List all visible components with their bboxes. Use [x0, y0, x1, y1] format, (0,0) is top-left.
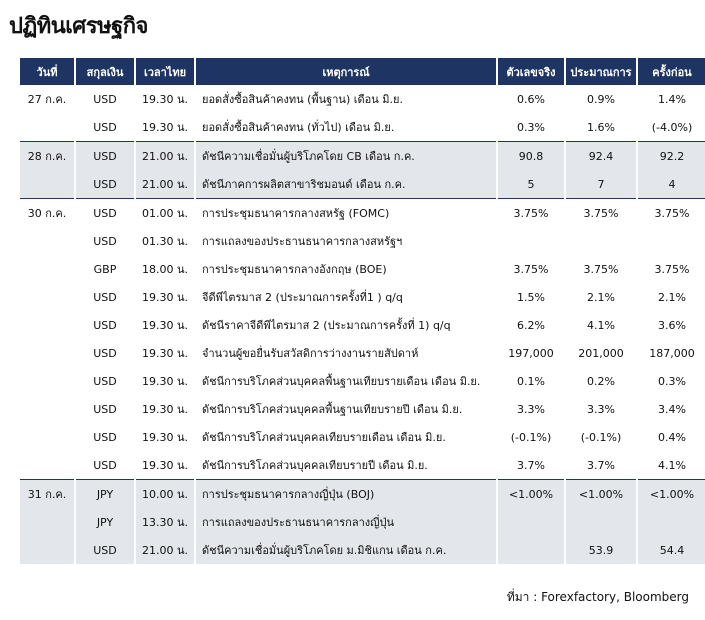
cell-previous: 1.4%: [658, 92, 686, 106]
table-body: [20, 85, 705, 564]
cell-time: 19.30 น.: [141, 121, 188, 134]
cell-event: ดัชนีการบริโภคส่วนบุคคลเทียบรายปี เดือน มิ.ย.: [202, 459, 428, 472]
cell-date: [20, 423, 74, 451]
cell-time: 13.30 น.: [136, 508, 194, 536]
table-row: [20, 255, 705, 283]
cell-event: จีดีพีไตรมาส 2 (ประมาณการครั้งที่1 ) q/q: [202, 291, 403, 304]
cell-previous: (-4.0%): [651, 120, 693, 134]
cell-event: การประชุมธนาคารกลางสหรัฐ (FOMC): [196, 198, 496, 227]
cell-actual: 3.7%: [517, 458, 545, 472]
cell-forecast: 0.9%: [587, 92, 615, 106]
cell-previous: [638, 227, 705, 255]
cell-forecast: 0.2%: [587, 374, 615, 388]
cell-previous: 4: [638, 170, 705, 198]
cell-currency: JPY: [76, 479, 134, 508]
cell-date: [20, 367, 74, 395]
page-title: ปฏิทินเศรษฐกิจ: [9, 14, 148, 39]
cell-forecast: 4.1%: [587, 318, 615, 332]
cell-previous: 3.4%: [658, 402, 686, 416]
cell-actual: 6.2%: [517, 318, 545, 332]
cell-date: [20, 395, 74, 423]
cell-previous: 4.1%: [658, 458, 686, 472]
cell-event: การประชุมธนาคารกลางญี่ปุ่น (BOJ): [196, 479, 496, 508]
cell-previous: 3.75%: [638, 198, 705, 227]
cell-currency: USD: [76, 198, 134, 227]
cell-actual: [498, 227, 564, 255]
cell-forecast: <1.00%: [566, 479, 636, 508]
cell-previous: <1.00%: [638, 479, 705, 508]
cell-forecast: 3.7%: [587, 458, 615, 472]
cell-time: 19.30 น.: [141, 291, 188, 304]
cell-event: ดัชนีการบริโภคส่วนบุคคลพื้นฐานเทียบรายปี เดือน มิ.ย.: [202, 403, 463, 416]
table-row: [20, 395, 705, 423]
column-header-actual: ตัวเลขจริง: [498, 58, 564, 85]
cell-date: [20, 170, 74, 198]
cell-date: 27 ก.ค.: [27, 93, 67, 106]
cell-event: ดัชนีความเชื่อมั่นผู้บริโภคโดย ม.มิชิแกน เดือน ก.ค.: [196, 536, 496, 564]
cell-date: [20, 508, 74, 536]
table-row: [20, 508, 705, 536]
cell-actual: 3.3%: [517, 402, 545, 416]
cell-actual: 0.3%: [517, 120, 545, 134]
cell-date: 28 ก.ค.: [20, 141, 74, 170]
cell-currency: USD: [93, 402, 117, 416]
cell-previous: 187,000: [649, 346, 695, 360]
cell-forecast: 3.75%: [566, 198, 636, 227]
cell-event: ดัชนีความเชื่อมั่นผู้บริโภคโดย CB เดือน ก.ค.: [196, 141, 496, 170]
cell-actual: 3.75%: [498, 198, 564, 227]
cell-event: การแถลงของประธานธนาคารกลางญี่ปุ่น: [196, 508, 496, 536]
cell-currency: USD: [76, 170, 134, 198]
cell-time: 19.30 น.: [141, 319, 188, 332]
table-row: [20, 536, 705, 564]
cell-time: 01.30 น.: [141, 235, 188, 248]
cell-actual: 5: [498, 170, 564, 198]
cell-event: ยอดสั่งซื้อสินค้าคงทน (พื้นฐาน) เดือน มิ.ย.: [202, 93, 403, 106]
cell-currency: USD: [76, 536, 134, 564]
table-row: [20, 451, 705, 479]
cell-currency: USD: [93, 120, 117, 134]
cell-forecast: 1.6%: [587, 120, 615, 134]
cell-currency: JPY: [76, 508, 134, 536]
table-row: [20, 479, 705, 508]
table-row: [20, 227, 705, 255]
cell-forecast: (-0.1%): [580, 430, 622, 444]
cell-actual: [498, 508, 564, 536]
cell-actual: (-0.1%): [510, 430, 552, 444]
table-row: [20, 311, 705, 339]
cell-time: 19.30 น.: [141, 375, 188, 388]
column-header-currency: สกุลเงิน: [76, 58, 134, 85]
column-header-time: เวลาไทย: [136, 58, 194, 85]
cell-time: 19.30 น.: [141, 431, 188, 444]
cell-actual: <1.00%: [498, 479, 564, 508]
cell-currency: USD: [93, 430, 117, 444]
column-header-date: วันที่: [20, 58, 74, 85]
cell-event: ดัชนีภาคการผลิตสาขาริชมอนด์ เดือน ก.ค.: [196, 170, 496, 198]
source-note: ที่มา : Forexfactory, Bloomberg: [506, 590, 689, 604]
cell-currency: USD: [93, 458, 117, 472]
cell-forecast: 2.1%: [587, 290, 615, 304]
cell-event: ดัชนีการบริโภคส่วนบุคคลพื้นฐานเทียบรายเดือน เดือน มิ.ย.: [202, 375, 481, 388]
cell-date: [20, 311, 74, 339]
cell-date: [20, 113, 74, 141]
cell-previous: 3.6%: [658, 318, 686, 332]
cell-time: 21.00 น.: [136, 141, 194, 170]
cell-forecast: 92.4: [566, 141, 636, 170]
cell-date: [20, 255, 74, 283]
cell-date: [20, 339, 74, 367]
cell-time: 01.00 น.: [136, 198, 194, 227]
cell-actual: 0.6%: [517, 92, 545, 106]
column-header-event: เหตุการณ์: [196, 58, 496, 85]
cell-previous: 92.2: [638, 141, 705, 170]
table-row: [20, 141, 705, 170]
cell-event: การประชุมธนาคารกลางอังกฤษ (BOE): [202, 263, 387, 276]
cell-forecast: [566, 508, 636, 536]
table-row: [20, 113, 705, 141]
column-header-forecast: ประมาณการ: [566, 58, 636, 85]
cell-time: 19.30 น.: [141, 93, 188, 106]
cell-forecast: 7: [566, 170, 636, 198]
cell-forecast: [566, 227, 636, 255]
column-header-previous: ครั้งก่อน: [638, 58, 705, 85]
cell-currency: USD: [93, 92, 117, 106]
economic-calendar-table: [18, 58, 705, 564]
cell-date: 31 ก.ค.: [20, 479, 74, 508]
cell-forecast: 201,000: [578, 346, 624, 360]
cell-date: [20, 536, 74, 564]
cell-date: [20, 283, 74, 311]
table-row: [20, 423, 705, 451]
cell-event: ดัชนีการบริโภคส่วนบุคคลเทียบรายเดือน เดือน มิ.ย.: [202, 431, 446, 444]
cell-forecast: 3.75%: [583, 262, 619, 276]
table-row: [20, 170, 705, 198]
cell-previous: 0.4%: [658, 430, 686, 444]
cell-date: [20, 451, 74, 479]
cell-time: 21.00 น.: [136, 536, 194, 564]
cell-actual: 1.5%: [517, 290, 545, 304]
cell-actual: [498, 536, 564, 564]
cell-event: ยอดสั่งซื้อสินค้าคงทน (ทั่วไป) เดือน มิ.ย.: [202, 121, 395, 134]
table-row: [20, 198, 705, 227]
cell-currency: USD: [93, 290, 117, 304]
cell-previous: 54.4: [638, 536, 705, 564]
cell-currency: USD: [93, 318, 117, 332]
cell-time: 19.30 น.: [141, 459, 188, 472]
cell-time: 19.30 น.: [141, 347, 188, 360]
cell-forecast: 53.9: [566, 536, 636, 564]
cell-currency: USD: [93, 234, 117, 248]
cell-time: 10.00 น.: [136, 479, 194, 508]
table-row: [20, 283, 705, 311]
cell-actual: 197,000: [508, 346, 554, 360]
cell-previous: [638, 508, 705, 536]
cell-previous: 0.3%: [658, 374, 686, 388]
cell-time: 19.30 น.: [141, 403, 188, 416]
cell-currency: USD: [76, 141, 134, 170]
cell-event: จำนวนผู้ขอยื่นรับสวัสดิการว่างงานรายสัปดาห์: [202, 347, 419, 360]
cell-actual: 3.75%: [513, 262, 549, 276]
cell-currency: GBP: [93, 262, 117, 276]
cell-actual: 0.1%: [517, 374, 545, 388]
table-row: [20, 367, 705, 395]
cell-event: การแถลงของประธานธนาคารกลางสหรัฐฯ: [202, 235, 403, 248]
cell-forecast: 3.3%: [587, 402, 615, 416]
cell-time: 21.00 น.: [136, 170, 194, 198]
cell-time: 18.00 น.: [141, 263, 188, 276]
cell-previous: 3.75%: [654, 262, 690, 276]
cell-currency: USD: [93, 346, 117, 360]
table-row: [20, 339, 705, 367]
cell-previous: 2.1%: [658, 290, 686, 304]
cell-date: [20, 227, 74, 255]
cell-event: ดัชนีราคาจีดีพีไตรมาส 2 (ประมาณการครั้งที่ 1) q/q: [202, 319, 451, 332]
cell-date: 30 ก.ค.: [20, 198, 74, 227]
table-row: [20, 85, 705, 113]
cell-currency: USD: [93, 374, 117, 388]
table-header-row: [20, 58, 705, 85]
cell-actual: 90.8: [498, 141, 564, 170]
